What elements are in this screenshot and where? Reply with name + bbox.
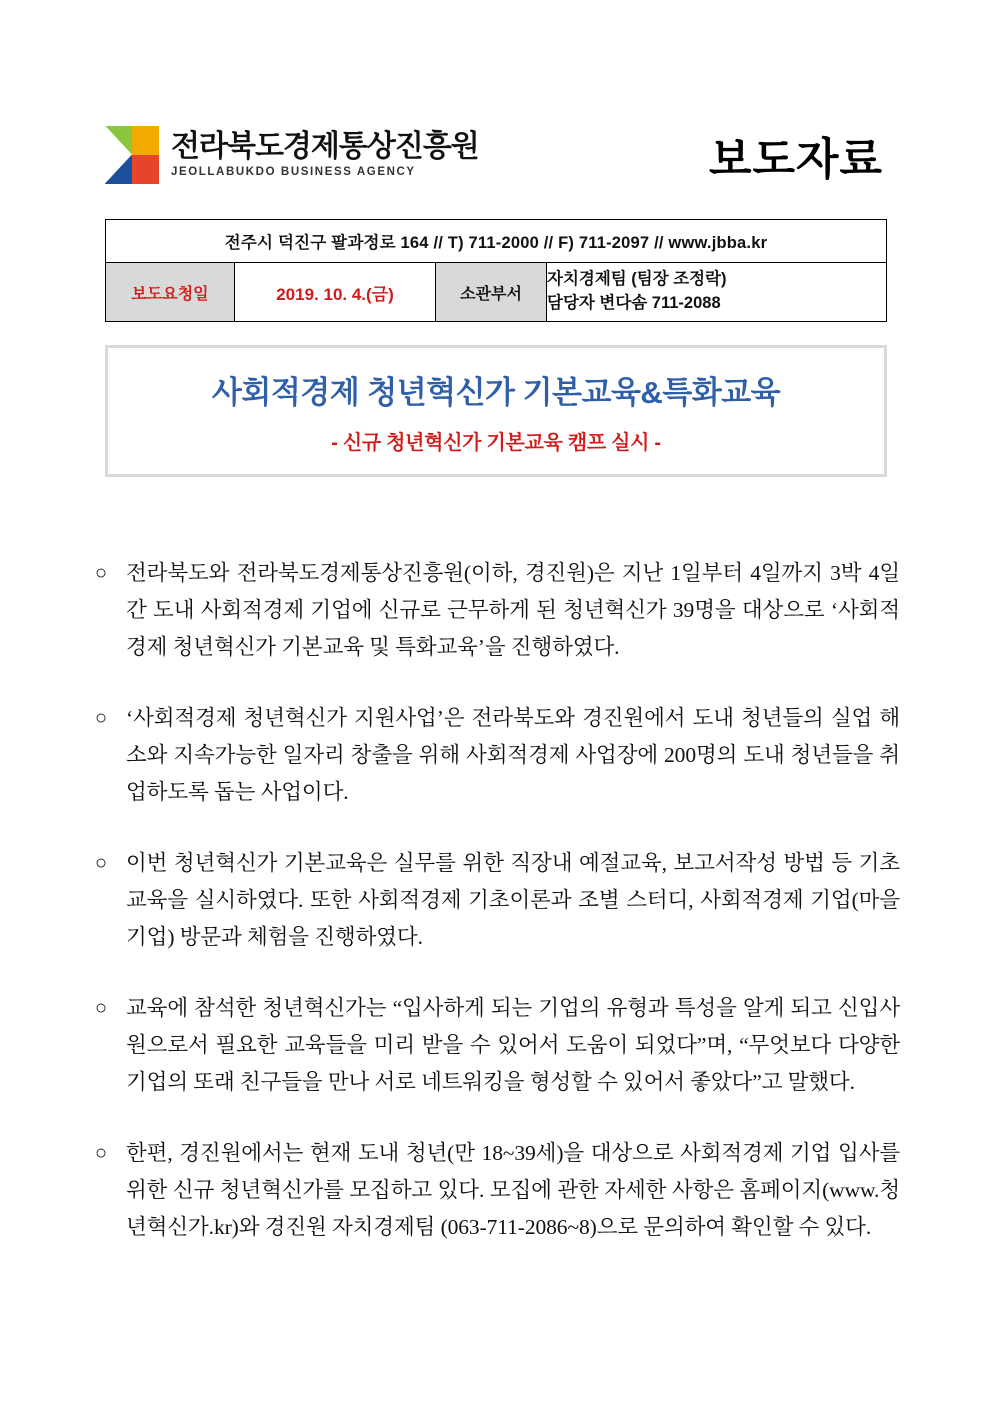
bullet-icon: ○ [95, 997, 108, 1019]
table-row [106, 263, 887, 322]
table-row [106, 220, 887, 263]
agency-logo [105, 126, 479, 184]
headline-box [105, 345, 887, 477]
paragraph-text: 교육에 참석한 청년혁신가는 “입사하게 되는 기업의 유형과 특성을 알게 되고 신입사원으로서 필요한 교육들을 미리 받을 수 있어서 도움이 되었다”며, “무엇보다 다양한 기업의 또래 친구들을 만나 서로 네트워킹을 형성할 수 있어서 좋았다”고 말했다. [126, 996, 906, 1094]
logo-name-kr: 전라북도경제통상진흥원 [171, 130, 479, 164]
paragraph-3 [92, 845, 906, 956]
release-date-value: 2019. 10. 4.(금) [235, 263, 436, 322]
body-content [92, 555, 906, 1280]
paragraph-text: 이번 청년혁신가 기본교육은 실무를 위한 직장내 예절교육, 보고서작성 방법 등 기초 교육을 실시하였다. 또한 사회적경제 기초이론과 조별 스터디, 사회적경제 기업(마을기업) 방문과 체험을 진행하였다. [126, 851, 906, 949]
logo-mark-icon [105, 126, 159, 184]
document-type-title: 보도자료 [708, 134, 883, 184]
department-team-line: 자치경제팀 (팀장 조정락) [547, 270, 727, 289]
logo-text [171, 131, 479, 178]
document-header [105, 112, 887, 197]
bullet-icon: ○ [95, 707, 108, 729]
paragraph-text: 한편, 경진원에서는 현재 도내 청년(만 18~39세)을 대상으로 사회적경제 기업 입사를 위한 신규 청년혁신가를 모집하고 있다. 모집에 관한 자세한 사항은 홈페이지(www.청년혁신가.kr)와 경진원 자치경제팀 (063-711-2086~8)으로 문의하여 확인할 수 있다. [126, 1141, 906, 1239]
department-value [547, 263, 887, 322]
headline-sub: - 신규 청년혁신가 기본교육 캠프 실시 - [331, 432, 661, 454]
release-date-label: 보도요청일 [106, 263, 235, 322]
bullet-icon: ○ [95, 1142, 108, 1164]
bullet-icon: ○ [95, 852, 108, 874]
paragraph-1 [92, 555, 900, 666]
paragraph-text: ‘사회적경제 청년혁신가 지원사업’은 전라북도와 경진원에서 도내 청년들의 실업 해소와 지속가능한 일자리 창출을 위해 사회적경제 사업장에 200명의 도내 청년들을 취업하도록 돕는 사업이다. [126, 706, 900, 804]
logo-name-en: JEOLLABUKDO BUSINESS AGENCY [171, 165, 416, 178]
department-contact-line: 담당자 변다솜 711-2088 [547, 294, 721, 312]
department-label: 소관부서 [436, 263, 547, 322]
bullet-icon: ○ [95, 562, 108, 584]
address-cell: 전주시 덕진구 팔과정로 164 // T) 711-2000 // F) 711-2097 // www.jbba.kr [106, 220, 887, 263]
paragraph-4 [92, 990, 906, 1101]
headline-main: 사회적경제 청년혁신가 기본교육&특화교육 [211, 375, 781, 410]
paragraph-text: 전라북도와 전라북도경제통상진흥원(이하, 경진원)은 지난 1일부터 4일까지 3박 4일간 도내 사회적경제 기업에 신규로 근무하게 된 청년혁신가 39명을 대상으로 ‘사회적경제 청년혁신가 기본교육 및 특화교육’을 진행하였다. [126, 561, 900, 659]
paragraph-5 [92, 1135, 906, 1246]
document-info-table [105, 219, 887, 322]
paragraph-2 [92, 700, 900, 811]
